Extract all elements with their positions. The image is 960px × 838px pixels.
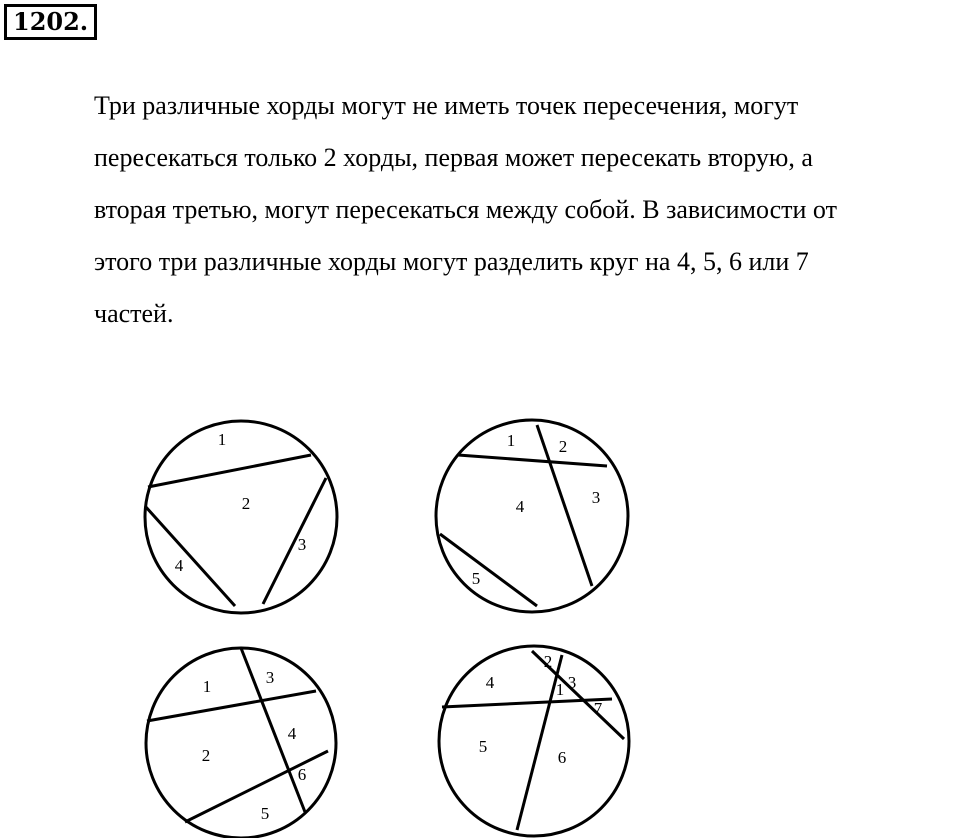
- region-label: 6: [297, 765, 307, 784]
- chord: [440, 534, 537, 606]
- chord-figures: [0, 400, 960, 838]
- region-label: 6: [557, 748, 567, 767]
- region-label: 4: [287, 724, 297, 743]
- region-label: 7: [593, 699, 603, 718]
- region-label: 5: [471, 569, 481, 588]
- circle: [439, 646, 629, 836]
- chord: [145, 506, 235, 606]
- solution-text: [94, 80, 960, 340]
- figure-five-parts: [436, 420, 628, 612]
- figure-six-parts: [146, 648, 336, 838]
- problem-number: 1202.: [4, 4, 97, 40]
- region-label: 1: [555, 680, 565, 699]
- region-label: 5: [260, 804, 270, 823]
- region-label: 4: [515, 497, 525, 516]
- solution-line-5: частей.: [94, 299, 174, 328]
- region-label: 2: [241, 494, 251, 513]
- region-label: 2: [201, 746, 211, 765]
- region-label: 1: [506, 431, 516, 450]
- chord: [147, 691, 316, 721]
- region-label: 4: [485, 673, 495, 692]
- chord: [263, 478, 326, 604]
- region-label: 2: [558, 437, 568, 456]
- region-label: 5: [478, 737, 488, 756]
- region-label: 3: [591, 488, 601, 507]
- solution-line-1: Три различные хорды могут не иметь точек пересечения, могут: [94, 91, 799, 120]
- circle: [145, 421, 337, 613]
- chord: [458, 455, 607, 466]
- solution-line-3: вторая третью, могут пересекаться между собой. В зависимости от: [94, 195, 837, 224]
- circle: [146, 648, 336, 838]
- circle: [436, 420, 628, 612]
- figure-four-parts: [145, 421, 337, 613]
- region-label: 1: [217, 430, 227, 449]
- chord: [148, 455, 311, 487]
- figure-seven-parts: [439, 646, 629, 836]
- region-label: 1: [202, 677, 212, 696]
- region-label: 2: [543, 652, 553, 671]
- solution-line-4: этого три различные хорды могут разделить круг на 4, 5, 6 или 7: [94, 247, 809, 276]
- region-label: 3: [297, 535, 307, 554]
- solution-line-2: пересекаться только 2 хорды, первая может пересекать вторую, а: [94, 143, 813, 172]
- region-label: 3: [567, 673, 577, 692]
- region-label: 3: [265, 668, 275, 687]
- region-label: 4: [174, 556, 184, 575]
